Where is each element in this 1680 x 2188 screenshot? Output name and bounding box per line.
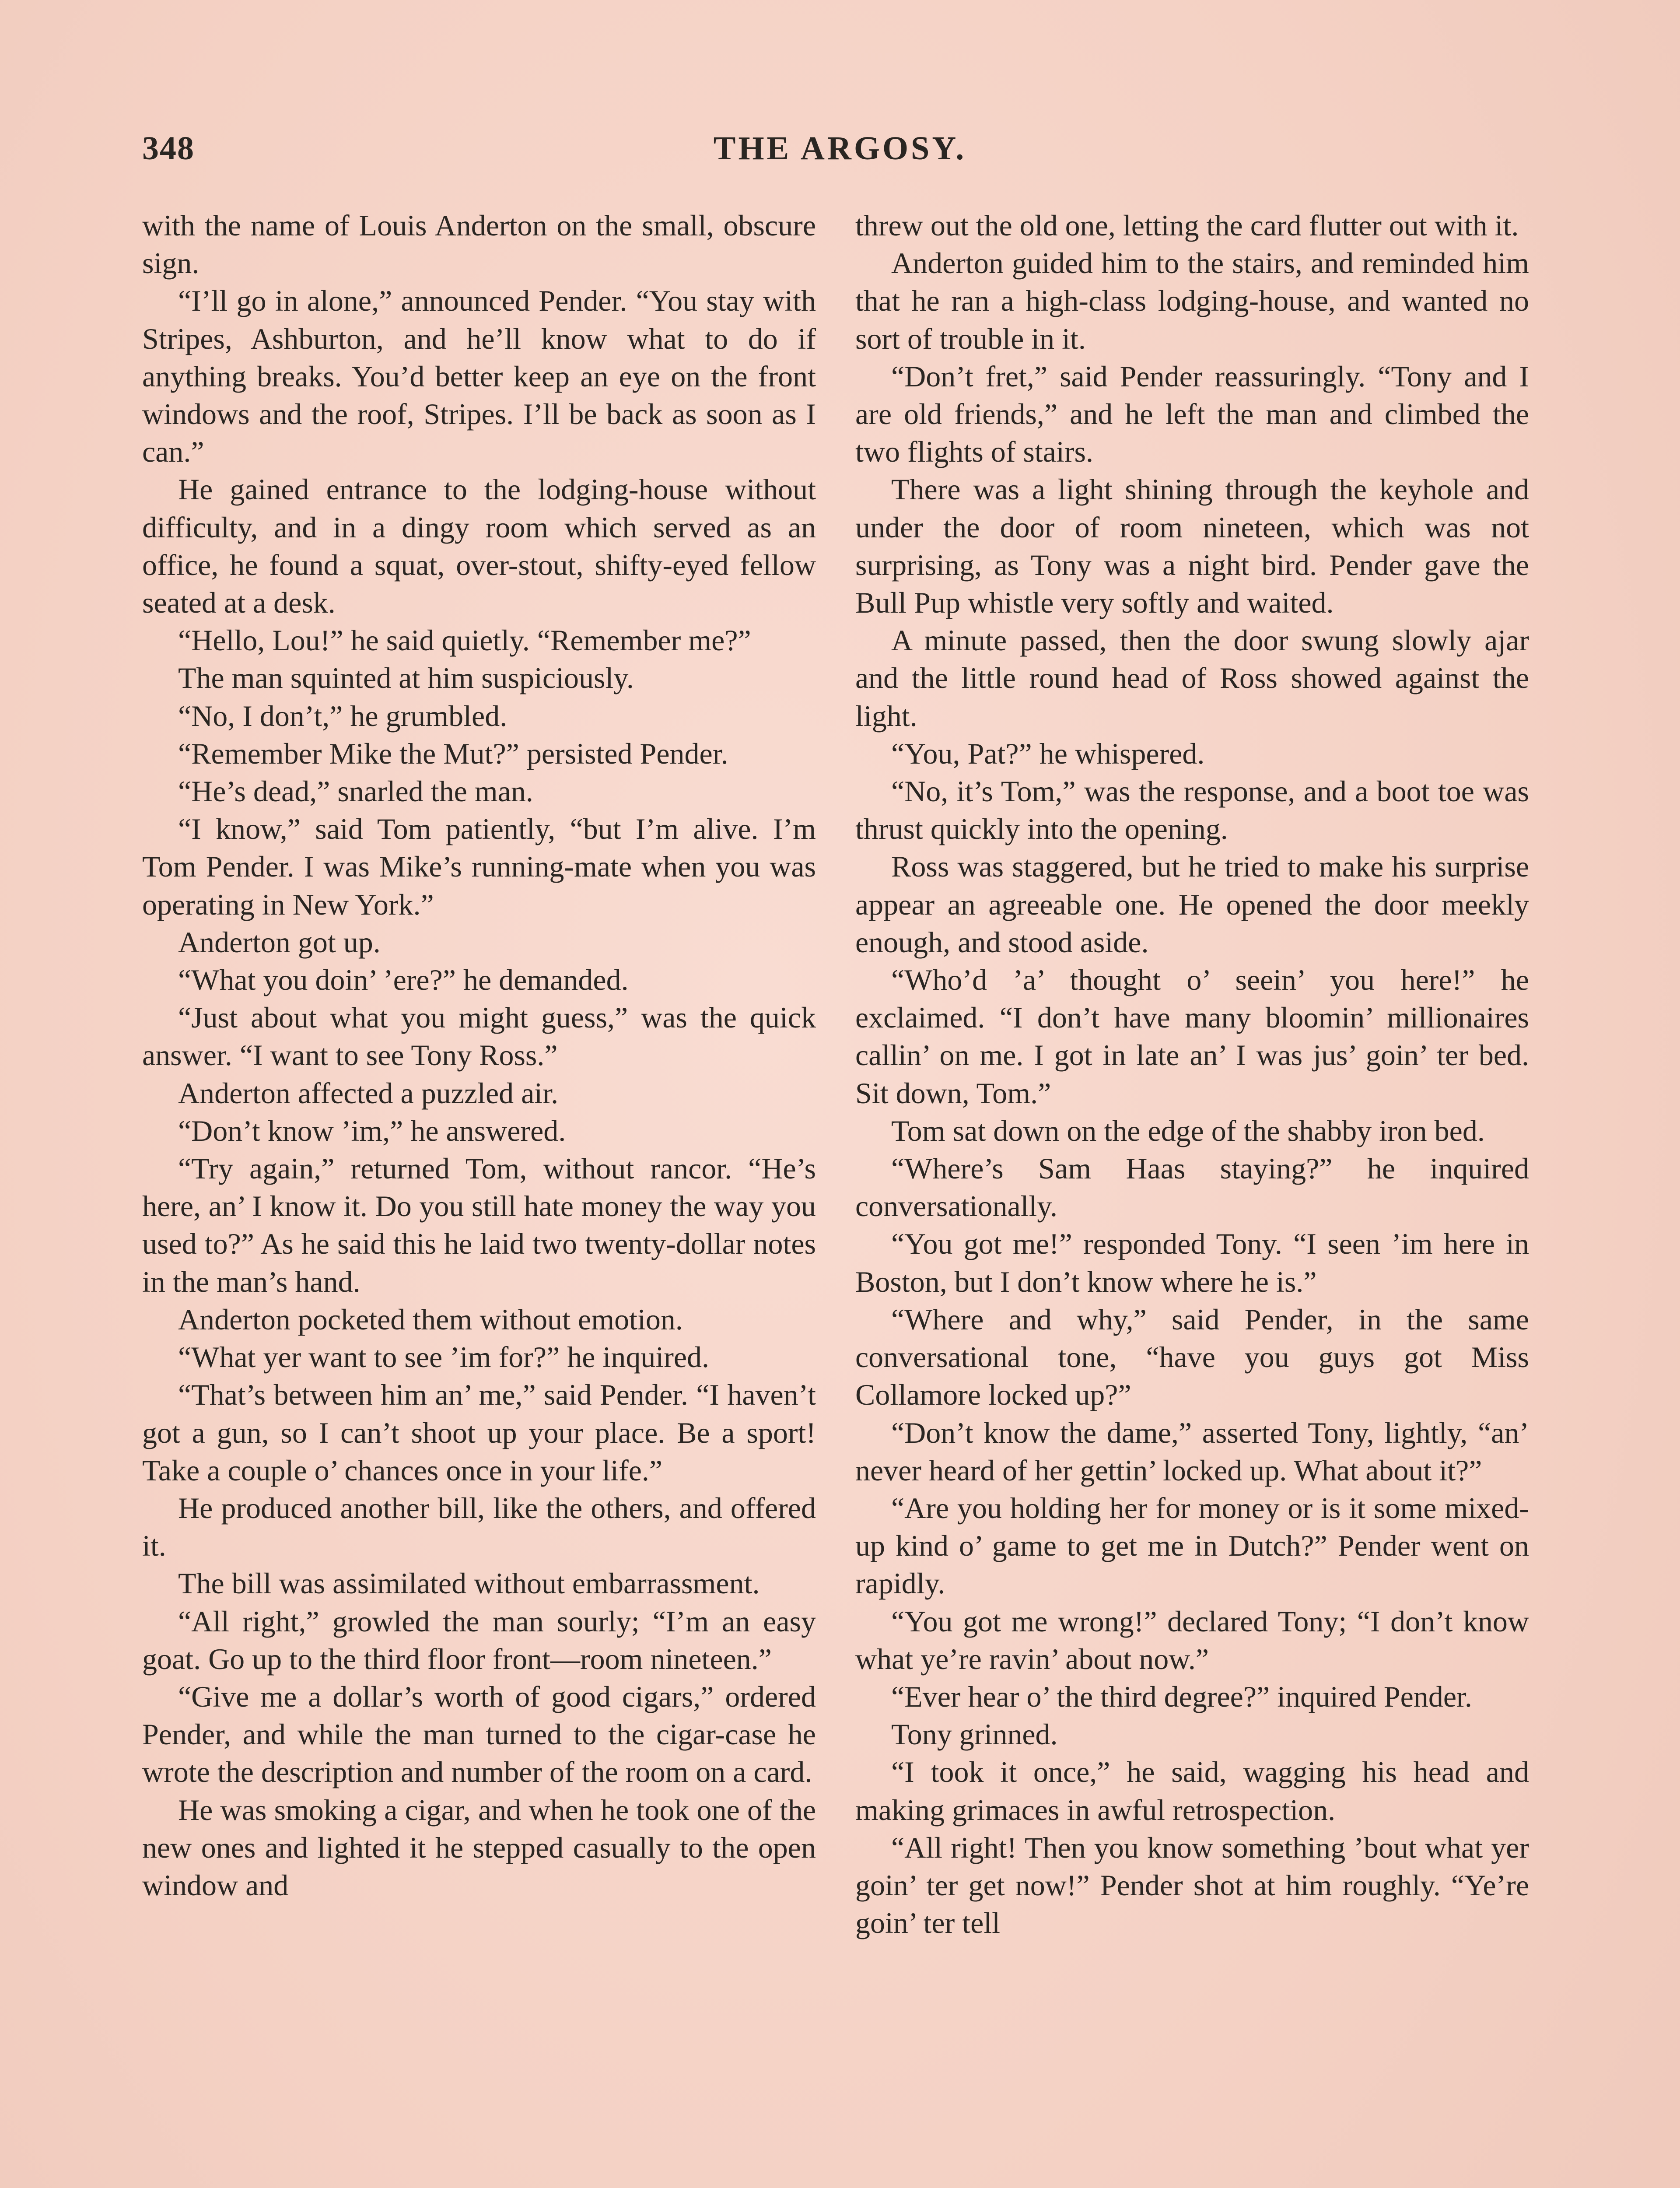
paragraph: There was a light shining through the keyhole and under the door of room nineteen, which was not surprising, as Tony was a night bird. Pender gave the Bull Pup whistle very softly and waited. [855,473,1529,620]
paragraph: “That’s between him an’ me,” said Pender. “I haven’t got a gun, so I can’t shoot up your place. Be a sport! Take a couple o’ chances once in your life.” [142,1378,816,1487]
paragraph: “Try again,” returned Tom, without rancor. “He’s here, an’ I know it. Do you still hate money the way you used to?” As he said this he laid two twenty-dollar notes in the man’s hand. [142,1152,816,1298]
paragraph: “You got me!” responded Tony. “I seen ’im here in Boston, but I don’t know where he is.” [855,1227,1529,1298]
paragraph: “Ever hear o’ the third degree?” inquired Pender. [891,1680,1472,1713]
paragraph: Anderton got up. [178,925,381,959]
paragraph: A minute passed, then the door swung slowly ajar and the little round head of Ross showed against the light. [855,624,1529,733]
paragraph: “I took it once,” he said, wagging his head and making grimaces in awful retrospection. [855,1755,1529,1827]
paragraph: with the name of Louis Anderton on the small, obscure sign. [142,209,816,280]
paragraph: Tom sat down on the edge of the shabby iron bed. [891,1114,1485,1147]
paragraph: Ross was staggered, but he tried to make his surprise appear an agreeable one. He opened the door meekly enough, and stood aside. [855,850,1529,959]
paragraph: He produced another bill, like the others, and offered it. [142,1491,816,1563]
paragraph: Anderton affected a puzzled air. [178,1076,559,1110]
paragraph: The bill was assimilated without embarrassment. [178,1567,760,1600]
running-head: THE ARGOSY. [713,130,967,167]
paragraph: “Are you holding her for money or is it some mixed-up kind o’ game to get me in Dutch?” Pender went on rapidly. [855,1491,1529,1600]
paragraph: Anderton pocketed them without emotion. [178,1302,683,1336]
paragraph: “What yer want to see ’im for?” he inquired. [178,1340,710,1374]
paragraph: “No, it’s Tom,” was the response, and a boot toe was thrust quickly into the opening. [855,775,1529,846]
paragraph: “I know,” said Tom patiently, “but I’m alive. I’m Tom Pender. I was Mike’s running-mate when you was operating in New York.” [142,812,816,921]
paragraph: “You, Pat?” he whispered. [891,736,1205,770]
paragraph: “Just about what you might guess,” was the quick answer. “I want to see Tony Ross.” [142,1001,816,1072]
paragraph: Anderton guided him to the stairs, and reminded him that he ran a high-class lodging-house, and wanted no sort of trouble in it. [855,246,1529,355]
paragraph: “He’s dead,” snarled the man. [178,775,533,808]
paragraph: threw out the old one, letting the card flutter out with it. [855,209,1519,242]
paragraph: “Don’t know the dame,” asserted Tony, lightly, “an’ never heard of her gettin’ locked up. What about it?” [855,1416,1529,1487]
paragraph: “Don’t fret,” said Pender reassuringly. “Tony and I are old friends,” and he left the man and climbed the two flights of stairs. [855,359,1529,469]
paragraph: He was smoking a cigar, and when he took one of the new ones and lighted it he stepped casually to the open window and [142,1793,816,1902]
page-header [142,130,1538,178]
paragraph: “What you doin’ ’ere?” he demanded. [178,963,629,997]
paragraph: “Don’t know ’im,” he answered. [178,1114,566,1147]
paragraph: “You got me wrong!” declared Tony; “I don’t know what ye’re ravin’ about now.” [855,1604,1529,1676]
paragraph: “All right,” growled the man sourly; “I’m an easy goat. Go up to the third floor front—room nineteen.” [142,1604,816,1676]
left-text-column [142,207,816,1904]
paragraph: “Where’s Sam Haas staying?” he inquired conversationally. [855,1152,1529,1223]
paragraph: He gained entrance to the lodging-house without difficulty, and in a dingy room which served as an office, he found a squat, over-stout, shifty-eyed fellow seated at a desk. [142,473,816,620]
paragraph: Tony grinned. [891,1718,1058,1751]
paragraph: “Who’d ’a’ thought o’ seein’ you here!” he exclaimed. “I don’t have many bloomin’ millionaires callin’ on me. I got in late an’ I was jus’ goin’ ter bed. Sit down, Tom.” [855,963,1529,1110]
paragraph: “I’ll go in alone,” announced Pender. “You stay with Stripes, Ashburton, and he’ll know what to do if anything breaks. You’d better keep an eye on the front windows and the roof, Stripes. I’ll be back as soon as I can.” [142,284,816,469]
paragraph: “Hello, Lou!” he said quietly. “Remember me?” [178,624,751,657]
paragraph: “All right! Then you know something ’bout what yer goin’ ter get now!” Pender shot at him roughly. “Ye’re goin’ ter tell [855,1830,1529,1940]
page-number: 348 [142,130,195,167]
paragraph: “Give me a dollar’s worth of good cigars,” ordered Pender, and while the man turned to the cigar-case he wrote the description and number of the room on a card. [142,1680,816,1789]
paragraph: “Where and why,” said Pender, in the same conversational tone, “have you guys got Miss Collamore locked up?” [855,1302,1529,1412]
paragraph: “No, I don’t,” he grumbled. [178,699,508,733]
paragraph: “Remember Mike the Mut?” persisted Pender. [178,736,728,770]
paragraph: The man squinted at him suspiciously. [178,661,634,695]
right-text-column [855,207,1529,1942]
